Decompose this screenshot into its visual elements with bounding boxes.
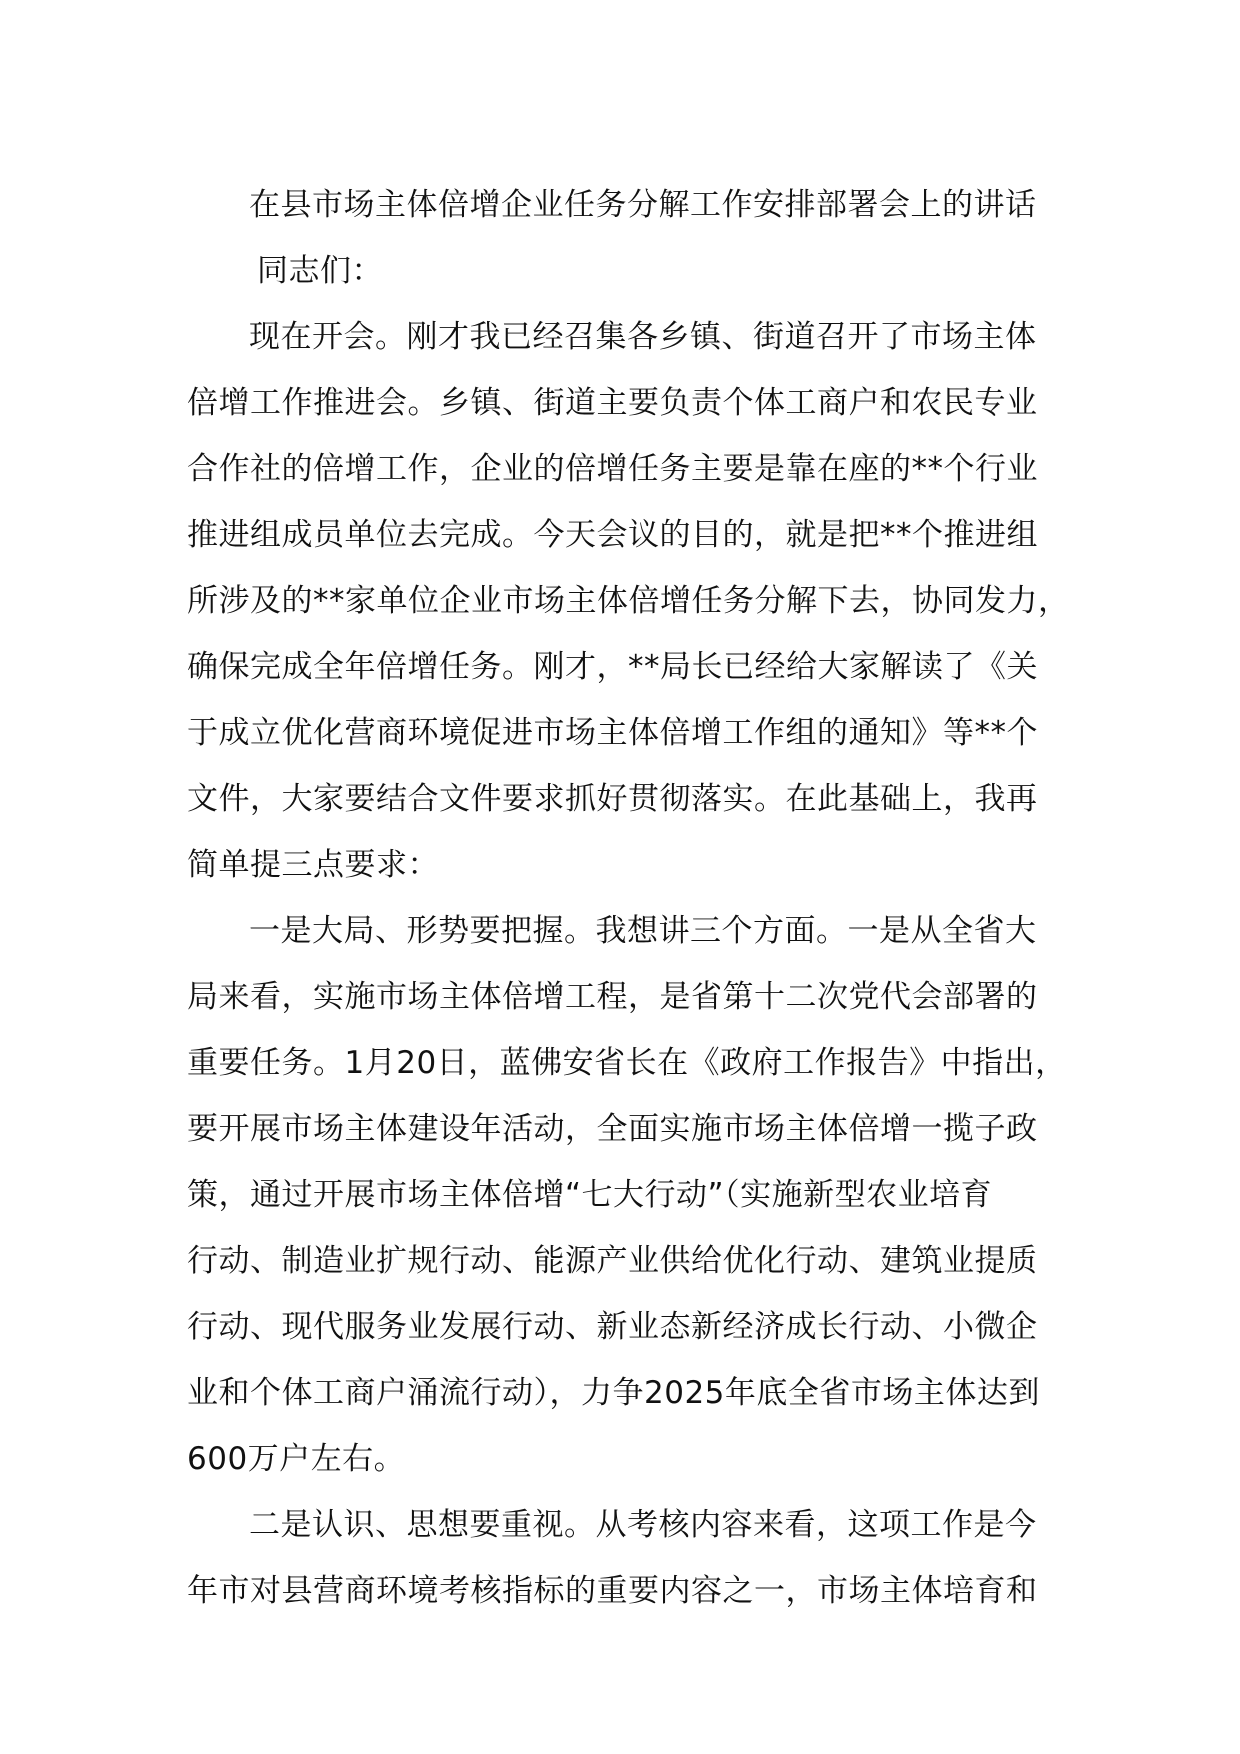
paragraph-line: 所涉及的**家单位企业市场主体倍增任务分解下去，协同发力，: [187, 583, 1070, 619]
paragraph-line: 行动、现代服务业发展行动、新业态新经济成长行动、小微企: [187, 1309, 1038, 1345]
paragraph-line: 倍增工作推进会。乡镇、街道主要负责个体工商户和农民专业: [187, 385, 1038, 421]
paragraph-line: 简单提三点要求：: [187, 847, 439, 883]
paragraph-line: 行动、制造业扩规行动、能源产业供给优化行动、建筑业提质: [187, 1243, 1038, 1279]
document-body: [187, 172, 1087, 1624]
paragraph-line: 600万户左右。: [187, 1441, 406, 1477]
paragraph-1: [187, 304, 1087, 898]
paragraph-line: 局来看，实施市场主体倍增工程，是省第十二次党代会部署的: [187, 979, 1038, 1015]
paragraph-2: [187, 898, 1087, 1492]
paragraph-line: 策，通过开展市场主体倍增“七大行动”（实施新型农业培育: [187, 1177, 993, 1213]
salutation: 同志们：: [257, 253, 383, 289]
paragraph-line: 重要任务。1月20日，蓝佛安省长在《政府工作报告》中指出，: [187, 1045, 1067, 1081]
paragraph-line: 确保完成全年倍增任务。刚才，**局长已经给大家解读了《关: [187, 649, 1038, 685]
paragraph-line: 业和个体工商户涌流行动），力争2025年底全省市场主体达到: [187, 1375, 1040, 1411]
paragraph-line: 二是认识、思想要重视。从考核内容来看，这项工作是今: [249, 1507, 1037, 1543]
paragraph-line: 现在开会。刚才我已经召集各乡镇、街道召开了市场主体: [249, 319, 1037, 355]
paragraph-3: [187, 1492, 1087, 1624]
paragraph-line: 要开展市场主体建设年活动，全面实施市场主体倍增一揽子政: [187, 1111, 1038, 1147]
paragraph-line: 推进组成员单位去完成。今天会议的目的，就是把**个推进组: [187, 517, 1038, 553]
paragraph-line: 合作社的倍增工作，企业的倍增任务主要是靠在座的**个行业: [187, 451, 1038, 487]
paragraph-line: 一是大局、形势要把握。我想讲三个方面。一是从全省大: [249, 913, 1037, 949]
document-title: 在县市场主体倍增企业任务分解工作安排部署会上的讲话: [249, 187, 1037, 223]
paragraph-line: 于成立优化营商环境促进市场主体倍增工作组的通知》等**个: [187, 715, 1038, 751]
paragraph-line: 年市对县营商环境考核指标的重要内容之一，市场主体培育和: [187, 1573, 1038, 1609]
paragraph-line: 文件，大家要结合文件要求抓好贯彻落实。在此基础上，我再: [187, 781, 1038, 817]
